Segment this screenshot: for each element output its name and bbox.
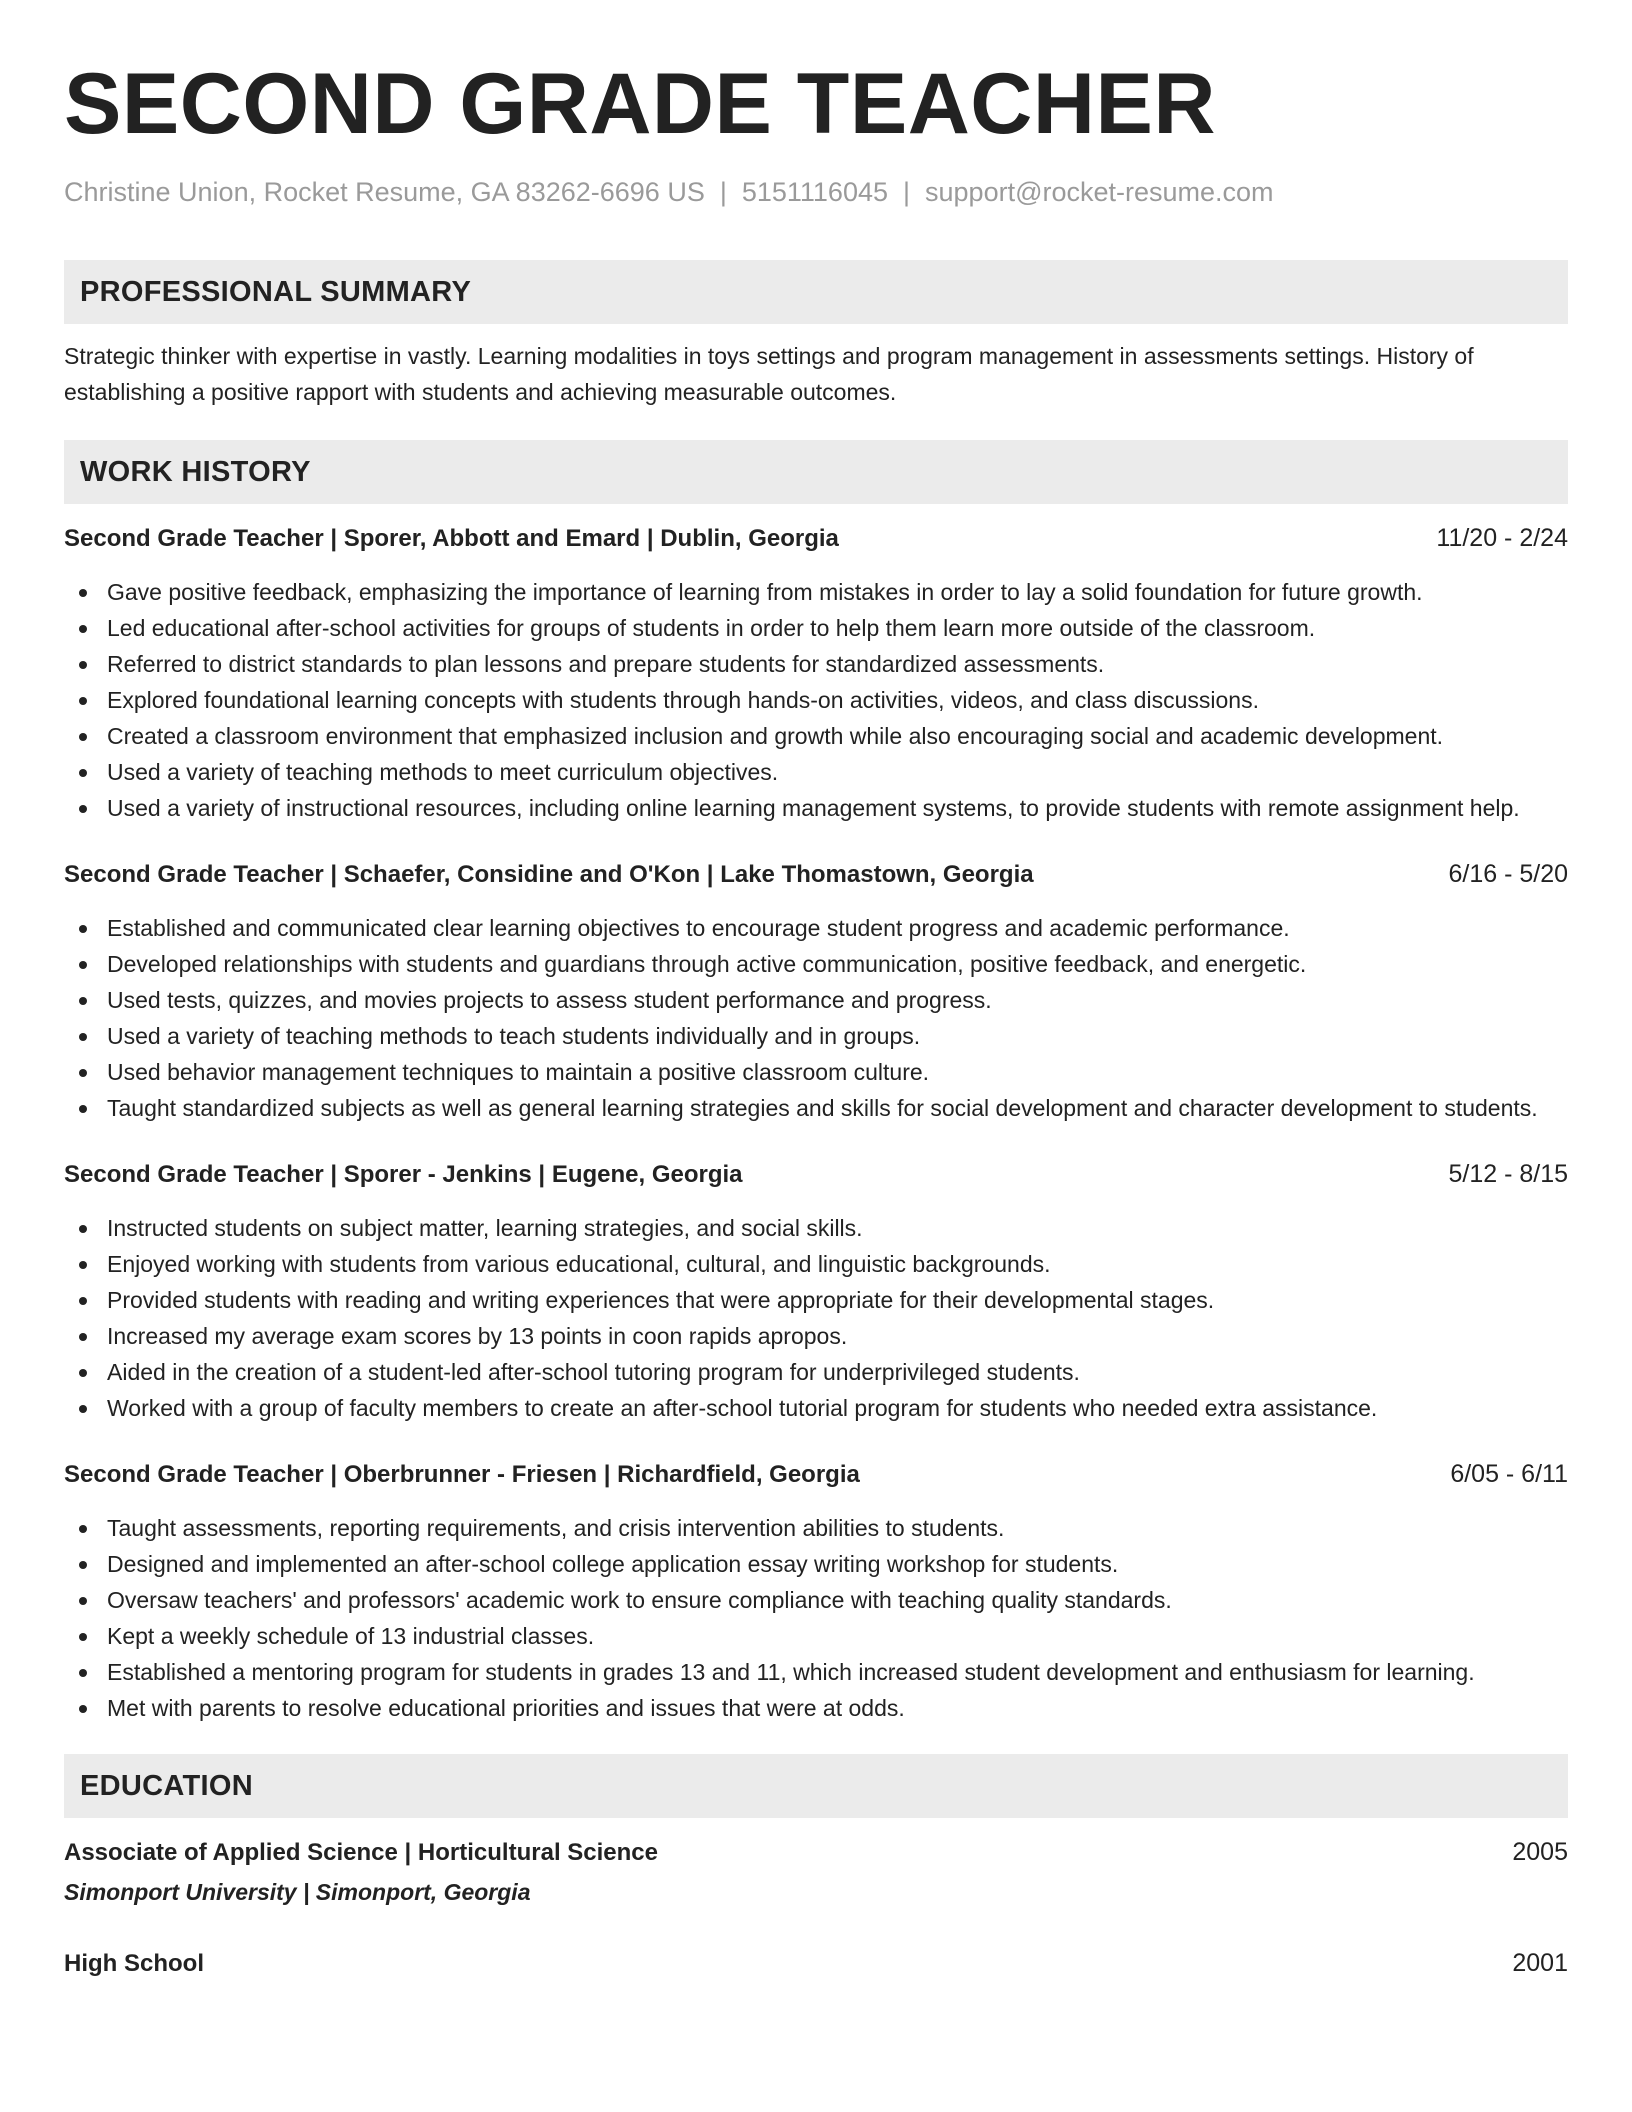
contact-email-link[interactable]: support@rocket-resume.com [925,177,1274,207]
bullet-icon [79,697,87,705]
contact-line [64,174,1568,210]
job-bullet-list [64,1210,1568,1426]
resume-title: SECOND GRADE TEACHER [64,56,1216,152]
bullet-icon [79,769,87,777]
contact-separator: | [719,177,727,207]
bullet-icon [79,1225,87,1233]
job-bullet-text: Provided students with reading and writing experiences that were appropriate for their developmental stages. [107,1287,1215,1313]
section-heading-education: EDUCATION [64,1754,1568,1818]
bullet-icon [79,661,87,669]
job-bullet-text: Used tests, quizzes, and movies projects to assess student performance and progress. [107,987,992,1013]
bullet-icon [79,1405,87,1413]
education-entry [64,1945,1568,1982]
bullet-icon [79,1069,87,1077]
job-bullet-text: Used a variety of instructional resources, including online learning management systems, to provide students with remote assignment help. [107,795,1520,821]
job-bullet [107,1018,1568,1054]
job-bullet [107,1210,1568,1246]
job-entry [64,1156,1568,1426]
job-bullet-text: Kept a weekly schedule of 13 industrial classes. [107,1623,595,1649]
job-bullet-text: Explored foundational learning concepts with students through hands-on activities, videos, and class discussions. [107,687,1259,713]
education-degree: Associate of Applied Science | Horticultural Science [64,1839,658,1866]
bullet-icon [79,1561,87,1569]
bullet-icon [79,733,87,741]
education-degree: High School [64,1950,204,1977]
job-bullet [107,1246,1568,1282]
section-heading-summary: PROFESSIONAL SUMMARY [64,260,1568,324]
job-bullet [107,754,1568,790]
job-bullet-text: Led educational after-school activities for groups of students in order to help them learn more outside of the classroom. [107,615,1316,641]
job-bullet [107,1354,1568,1390]
job-bullet [107,1318,1568,1354]
bullet-icon [79,1525,87,1533]
job-header [64,520,1568,557]
job-bullet-text: Established a mentoring program for students in grades 13 and 11, which increased student development and enthusiasm for learning. [107,1659,1475,1685]
job-title: Second Grade Teacher | Oberbrunner - Friesen | Richardfield, Georgia [64,1461,860,1488]
job-bullet [107,1582,1568,1618]
job-title: Second Grade Teacher | Sporer, Abbott and Emard | Dublin, Georgia [64,525,839,552]
job-bullet [107,1090,1568,1126]
job-title: Second Grade Teacher | Schaefer, Considine and O'Kon | Lake Thomastown, Georgia [64,861,1034,888]
job-dates: 6/16 - 5/20 [1448,860,1568,888]
bullet-icon [79,1633,87,1641]
education-year: 2001 [1512,1949,1568,1977]
job-entry [64,856,1568,1126]
job-bullet [107,1690,1568,1726]
education-school: Simonport University | Simonport, Georgia [64,1879,531,1905]
job-bullet [107,610,1568,646]
job-bullet [107,1510,1568,1546]
job-bullet-text: Designed and implemented an after-school college application essay writing workshop for students. [107,1551,1119,1577]
job-bullet-text: Referred to district standards to plan lessons and prepare students for standardized assessments. [107,651,1105,677]
job-entry [64,1456,1568,1726]
job-dates: 6/05 - 6/11 [1450,1460,1568,1488]
job-bullet-text: Taught assessments, reporting requirements, and crisis intervention abilities to students. [107,1515,1005,1541]
job-bullet-text: Aided in the creation of a student-led after-school tutoring program for underprivileged students. [107,1359,1080,1385]
bullet-icon [79,1261,87,1269]
job-bullet [107,910,1568,946]
job-bullet [107,682,1568,718]
job-bullet-text: Established and communicated clear learning objectives to encourage student progress and academic performance. [107,915,1290,941]
job-bullet-text: Gave positive feedback, emphasizing the importance of learning from mistakes in order to lay a solid foundation for future growth. [107,579,1423,605]
job-bullet [107,718,1568,754]
summary-text: Strategic thinker with expertise in vastly. Learning modalities in toys settings and program management in assessments settings. History of establishing a positive rapport with students and achieving measurable outcomes. [64,343,1474,405]
job-bullet-list [64,910,1568,1126]
bullet-icon [79,1705,87,1713]
job-bullet-text: Increased my average exam scores by 13 points in coon rapids apropos. [107,1323,848,1349]
job-bullet-text: Worked with a group of faculty members to create an after-school tutorial program for students who needed extra assistance. [107,1395,1378,1421]
job-bullet [107,1054,1568,1090]
job-bullet [107,946,1568,982]
bullet-icon [79,1033,87,1041]
job-header [64,856,1568,893]
job-dates: 5/12 - 8/15 [1448,1160,1568,1188]
job-bullet [107,982,1568,1018]
section-heading-work-history: WORK HISTORY [64,440,1568,504]
bullet-icon [79,1105,87,1113]
bullet-icon [79,1597,87,1605]
bullet-icon [79,589,87,597]
education-entry [64,1834,1568,1909]
education-year: 2005 [1512,1838,1568,1866]
bullet-icon [79,805,87,813]
education-header [64,1945,1568,1982]
job-dates: 11/20 - 2/24 [1436,524,1568,552]
job-bullet-list [64,574,1568,826]
bullet-icon [79,1669,87,1677]
job-bullet [107,790,1568,826]
job-bullet-text: Taught standardized subjects as well as general learning strategies and skills for social development and character development to students. [107,1095,1538,1121]
bullet-icon [79,625,87,633]
bullet-icon [79,1333,87,1341]
job-header [64,1156,1568,1193]
job-bullet-text: Oversaw teachers' and professors' academic work to ensure compliance with teaching quality standards. [107,1587,1172,1613]
job-bullet [107,646,1568,682]
job-entry [64,520,1568,826]
job-bullet [107,1546,1568,1582]
bullet-icon [79,1297,87,1305]
bullet-icon [79,997,87,1005]
job-bullet [107,1282,1568,1318]
job-bullet [107,1618,1568,1654]
education-header [64,1834,1568,1871]
job-bullet [107,1654,1568,1690]
job-bullet [107,574,1568,610]
job-bullet [107,1390,1568,1426]
job-bullet-text: Used a variety of teaching methods to teach students individually and in groups. [107,1023,921,1049]
job-bullet-text: Used behavior management techniques to maintain a positive classroom culture. [107,1059,930,1085]
job-bullet-text: Met with parents to resolve educational priorities and issues that were at odds. [107,1695,905,1721]
contact-separator: | [903,177,911,207]
bullet-icon [79,961,87,969]
job-bullet-text: Developed relationships with students and guardians through active communication, positive feedback, and energetic. [107,951,1307,977]
job-bullet-text: Used a variety of teaching methods to meet curriculum objectives. [107,759,779,785]
job-title: Second Grade Teacher | Sporer - Jenkins | Eugene, Georgia [64,1161,743,1188]
job-bullet-text: Instructed students on subject matter, learning strategies, and social skills. [107,1215,863,1241]
contact-address: Christine Union, Rocket Resume, GA 83262-6696 US [64,177,705,207]
job-bullet-text: Created a classroom environment that emphasized inclusion and growth while also encouraging social and academic development. [107,723,1444,749]
bullet-icon [79,925,87,933]
job-bullet-list [64,1510,1568,1726]
bullet-icon [79,1369,87,1377]
job-bullet-text: Enjoyed working with students from various educational, cultural, and linguistic backgrounds. [107,1251,1051,1277]
contact-phone[interactable]: 5151116045 [741,177,888,207]
job-header [64,1456,1568,1493]
